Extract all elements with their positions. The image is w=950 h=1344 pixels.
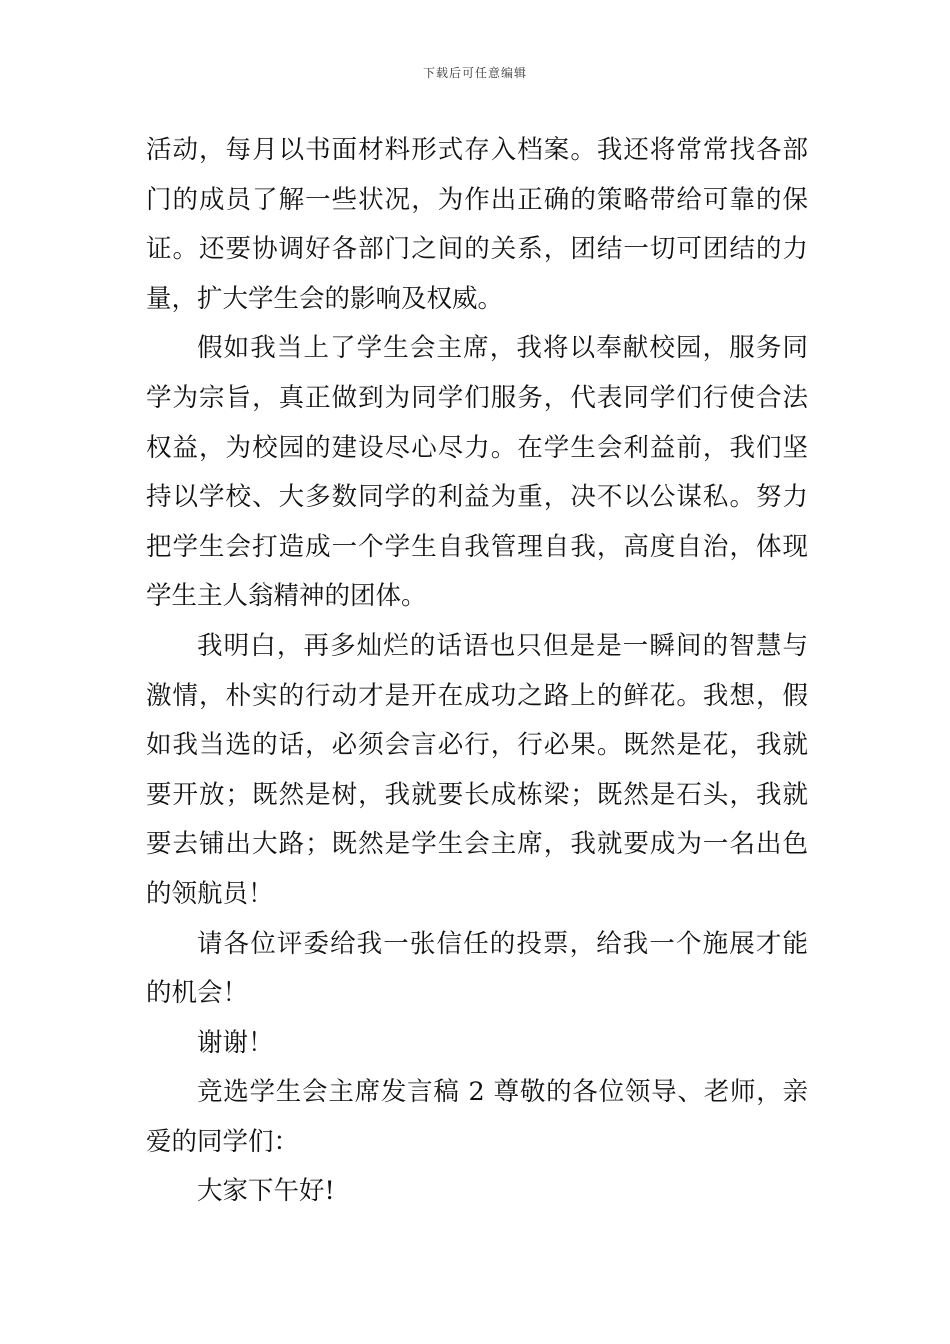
paragraph-continued-activities: 活动，每月以书面材料形式存入档案。我还将常常找各部门的成员了解一些状况，为作出正确的策略带给可靠的保证。还要协调好各部门之间的关系，团结一切可团结的力量，扩大学生会的影响及权威。 [146,135,808,314]
paragraph-if-elected-chairman: 假如我当上了学生会主席，我将以奉献校园，服务同学为宗旨，真正做到为同学们服务，代表同学们行使合法权益，为校园的建设尽心尽力。在学生会利益前，我们坚持以学校、大多数同学的利益为重，决不以公谋私。努力把学生会打造成一个学生自我管理自我，高度自治，体现学生主人翁精神的团体。 [146,333,808,612]
paragraph-actions-over-words: 我明白，再多灿烂的话语也只但是是一瞬间的智慧与激情，朴实的行动才是开在成功之路上的鲜花。我想，假如我当选的话，必须会言必行，行必果。既然是花，我就要开放；既然是树，我就要长成栋梁；既然是石头，我就要去铺出大路；既然是学生会主席，我就要成为一名出色的领航员！ [146,630,808,909]
paragraph-good-afternoon: 大家下午好! [197,1176,335,1207]
page-header-note: 下载后可任意编辑 [422,66,527,80]
paragraph-speech-2-greeting: 竞选学生会主席发言稿 2 尊敬的各位领导、老师，亲爱的同学们： [146,1077,808,1157]
paragraph-thanks: 谢谢！ [197,1027,274,1058]
document-body [146,126,808,1217]
paragraph-vote-request: 请各位评委给我一张信任的投票，给我一个施展才能的机会！ [146,928,808,1009]
